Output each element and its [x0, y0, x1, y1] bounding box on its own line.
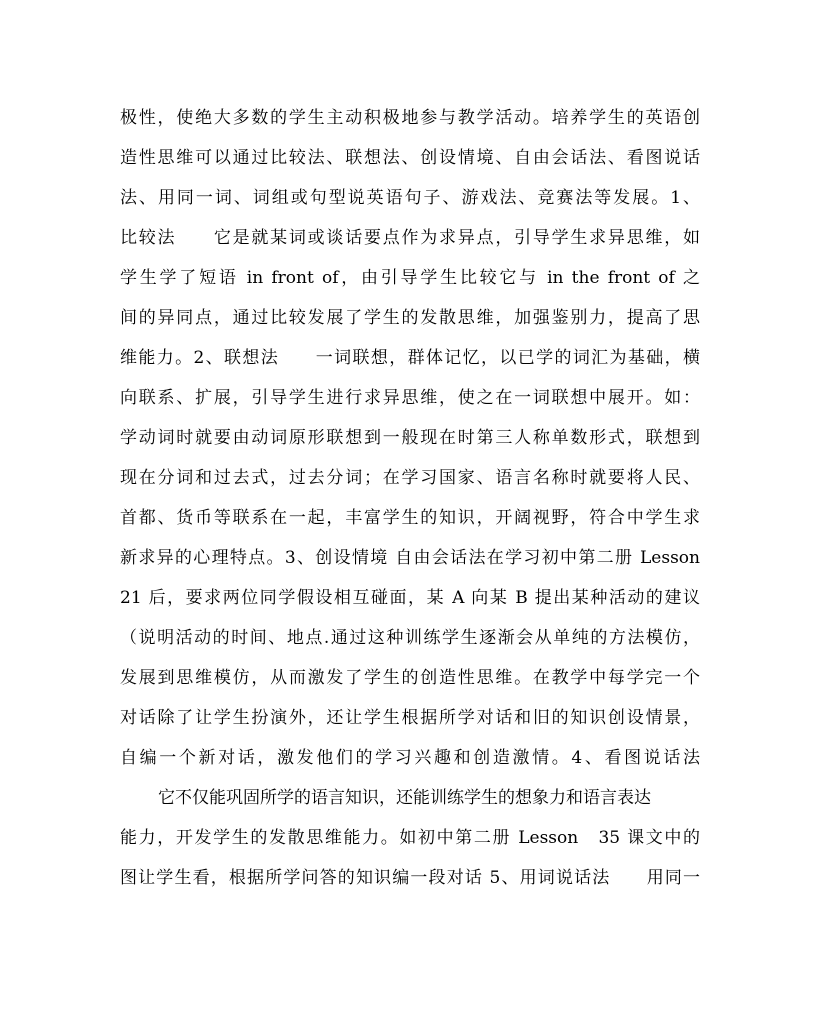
text-line-5: 学生学了短语 in front of，由引导学生比较它与 in the front of 之 [120, 268, 700, 288]
text-line-3: 法、用同一词、词组或句型说英语句子、游戏法、竞赛法等发展。1、 [120, 188, 700, 208]
text-line-18: 它不仅能巩固所学的语言知识，还能训练学生的想象力和语言表达 [158, 788, 651, 808]
text-line-7: 维能力。2、联想法 一词联想，群体记忆，以已学的词汇为基础，横 [120, 348, 700, 368]
text-line-9: 学动词时就要由动词原形联想到一般现在时第三人称单数形式，联想到 [120, 428, 700, 448]
text-line-16: 对话除了让学生扮演外，还让学生根据所学对话和旧的知识创设情景， [120, 708, 700, 728]
text-line-12: 新求异的心理特点。3、创设情境 自由会话法在学习初中第二册 Lesson [120, 548, 700, 568]
text-line-15: 发展到思维模仿，从而激发了学生的创造性思维。在教学中每学完一个 [120, 668, 700, 688]
text-line-13: 21 后，要求两位同学假设相互碰面，某 A 向某 B 提出某种活动的建议 [120, 588, 700, 608]
text-line-17: 自编一个新对话，激发他们的学习兴趣和创造激情。4、看图说话法 [120, 748, 700, 768]
text-line-20: 图让学生看，根据所学问答的知识编一段对话 5、用词说话法 用同一 [120, 868, 700, 888]
text-line-11: 首都、货币等联系在一起，丰富学生的知识，开阔视野，符合中学生求 [120, 508, 700, 528]
text-line-4: 比较法 它是就某词或谈话要点作为求异点，引导学生求异思维，如 [120, 228, 700, 248]
text-line-8: 向联系、扩展，引导学生进行求异思维，使之在一词联想中展开。如： [120, 388, 700, 408]
text-line-2: 造性思维可以通过比较法、联想法、创设情境、自由会话法、看图说话 [120, 148, 700, 168]
body-text [120, 98, 700, 898]
text-line-1: 极性，使绝大多数的学生主动积极地参与教学活动。培养学生的英语创 [120, 108, 700, 128]
text-line-10: 现在分词和过去式，过去分词；在学习国家、语言名称时就要将人民、 [120, 468, 700, 488]
text-line-6: 间的异同点，通过比较发展了学生的发散思维，加强鉴别力，提高了思 [120, 308, 700, 328]
text-line-14: （说明活动的时间、地点.通过这种训练学生逐渐会从单纯的方法模仿， [120, 628, 700, 648]
text-line-19: 能力，开发学生的发散思维能力。如初中第二册 Lesson 35 课文中的 [120, 828, 700, 848]
